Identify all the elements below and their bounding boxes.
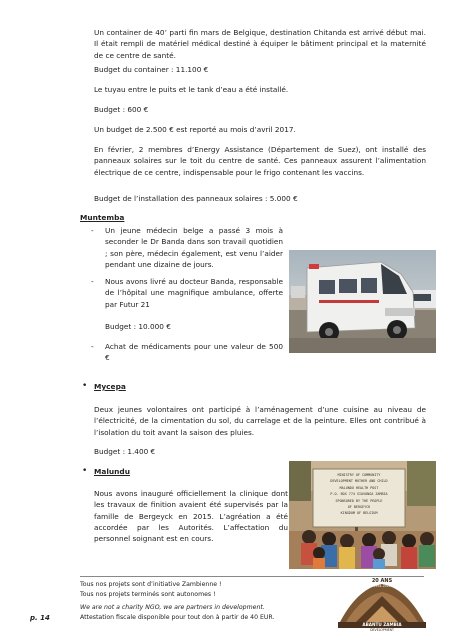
sign-line: OF BERGEYCK — [347, 505, 371, 510]
footer-divider — [80, 576, 424, 577]
sign-line: KINGDOM OF BELGIUM — [340, 511, 378, 516]
page-number: p. 14 — [30, 614, 50, 622]
sign-line: MALUNDU HEALTH POST — [339, 485, 379, 490]
dash-marker: - — [91, 277, 94, 286]
muntemba-item-medicine: Achat de médicaments pour une valeur de 500 € — [105, 342, 283, 363]
logo-range: 1994-2014 — [373, 584, 391, 588]
container-paragraph: Un container de 40’ parti fin mars de Belgique, destination Chitanda est arrivé début mai. Il était rempli de matériel médical destiné à équiper le bâtiment principal et la maternité de ce centre de santé. — [94, 28, 426, 60]
muntemba-item-ambulance: Nous avons livré au docteur Banda, responsable de l’hôpital une magnifique ambulance, offerte par Futur 21 — [105, 277, 283, 309]
ambulance-photo — [289, 250, 436, 353]
mycepa-heading: Mycepa — [94, 382, 126, 391]
footer-line-partners: We are not a charity NGO, we are partners in development. — [80, 604, 265, 611]
abantu-logo — [336, 578, 428, 634]
footer-line-initiative: Tous nos projets sont d’initiative Zambienne ! — [80, 581, 222, 588]
clinic-sign — [315, 472, 403, 517]
postponed-budget: Un budget de 2.500 € est reporté au mois d’avril 2017. — [94, 125, 296, 134]
muntemba-heading: Muntemba — [80, 213, 125, 222]
dash-marker: - — [91, 226, 94, 235]
solar-budget: Budget de l’installation des panneaux solaires : 5.000 € — [94, 194, 298, 203]
muntemba-item-doctor: Un jeune médecin belge a passé 3 mois à seconder le Dr Banda dans son travail quotidien ; son père, médecin également, est venu l’aider pendant une dizaine de jours. — [105, 226, 283, 269]
well-paragraph: Le tuyau entre le puits et le tank d’eau a été installé. — [94, 85, 289, 94]
sign-line: MINISTRY OF COMMUNITY — [337, 473, 381, 477]
malundu-heading: Malundu — [94, 467, 130, 476]
mycepa-paragraph: Deux jeunes volontaires ont participé à l’aménagement d’une cuisine au niveau de l’électricité, de la cimentation du sol, du carrelage et de la peinture. Elles ont contribué à l’isolation du toit avant la saison des pluies. — [94, 405, 426, 437]
solar-paragraph: En février, 2 membres d’Energy Assistance (Département de Suez), ont installé des panneaux solaires sur le toit du centre de santé. Ces panneaux assurent l’alimentation électrique de ce centre, indispensable pour le frigo contenant les vaccins. — [94, 145, 426, 177]
sign-line: SPONSORED BY THE PEOPLE — [335, 498, 383, 503]
clinic-children-photo — [289, 461, 436, 569]
logo-years: 20 ANS — [371, 578, 393, 584]
mycepa-budget: Budget : 1.400 € — [94, 447, 156, 456]
dash-marker: - — [91, 342, 94, 351]
malundu-paragraph: Nous avons inauguré officiellement la clinique dont les travaux de finition avaient été supervisés par la famille de Bergeyck en 2015. L’agréation a été accordée par les Autorités. L’affectation du personnel soignant est en cours. — [94, 489, 288, 544]
bullet-icon: • — [82, 381, 88, 391]
logo-name: ABANTU ZAMBIA — [362, 622, 402, 627]
footer-line-fiscal: Attestation fiscale disponible pour tout don à partir de 40 EUR. — [80, 614, 275, 621]
footer-line-autonomous: Tous nos projets terminés sont autonomes ! — [80, 591, 216, 598]
sign-line: DEVELOPMENT MOTHER AND CHILD — [330, 479, 388, 484]
container-budget: Budget du container : 11.100 € — [94, 65, 209, 74]
logo-sub: DEVELOPMENT — [370, 628, 394, 632]
well-budget: Budget : 600 € — [94, 105, 149, 114]
muntemba-budget: Budget : 10.000 € — [105, 322, 171, 331]
sign-line: P.O. BOX 774 SIAVONGA ZAMBIA — [330, 492, 388, 497]
bullet-icon: • — [82, 466, 88, 476]
